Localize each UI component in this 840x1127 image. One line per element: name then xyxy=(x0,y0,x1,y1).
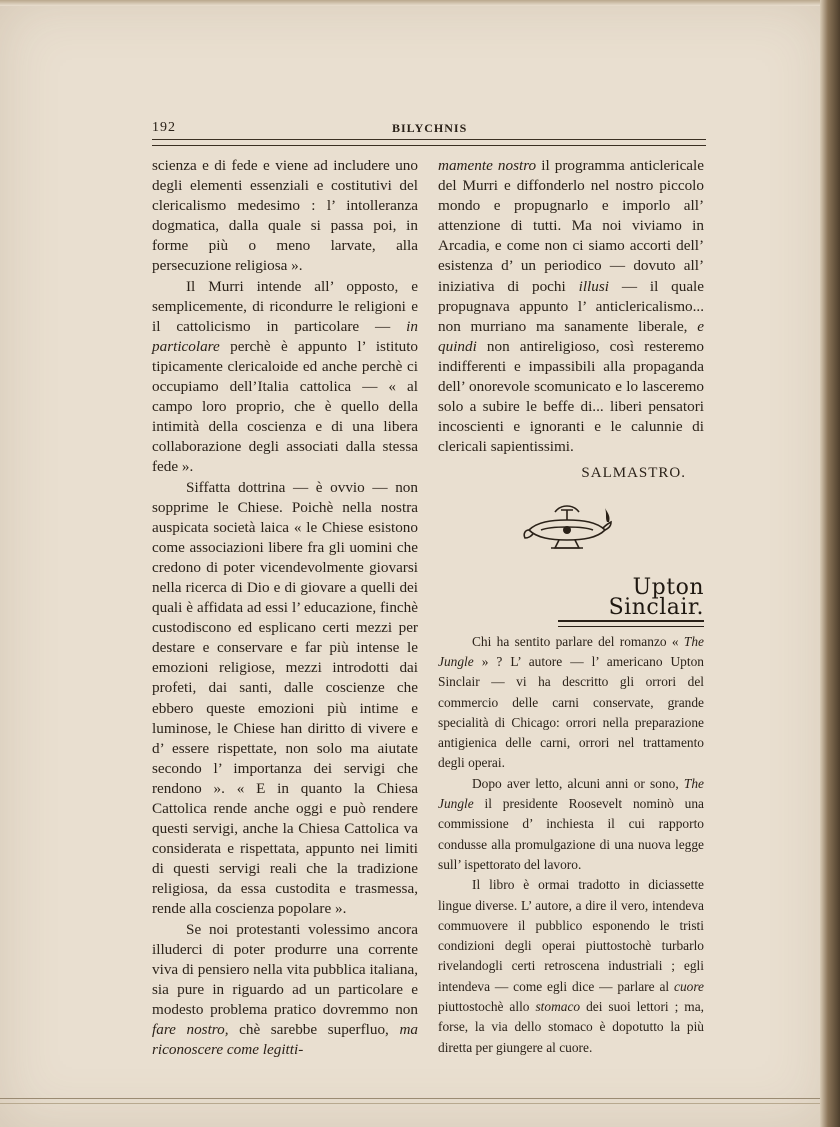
paragraph xyxy=(438,875,704,1058)
paragraph-text: il presidente Roosevelt nominò una commissione d’ inchiesta il cui rapporto condusse alla promulgazione di una nuova legge sull’ ispettorato del lavoro. xyxy=(438,796,704,872)
emphasis-text: stomaco xyxy=(535,999,581,1015)
running-title: BILYCHNIS xyxy=(392,121,468,135)
emphasis-text: mamente nostro xyxy=(438,157,537,174)
author-signature: SALMASTRO. xyxy=(581,465,686,482)
paragraph xyxy=(152,156,418,277)
paragraph xyxy=(152,277,418,478)
emphasis-text: e quindi xyxy=(438,317,704,355)
paragraph-text: Se noi protestanti volessimo ancora illuderci di poter produrre una corrente viva di pensiero nella vita pubblica italiana, sia pure in riguardo ad un particolare e modesto problema pratico dovremmo non xyxy=(152,920,418,1018)
section-heading xyxy=(558,574,704,622)
left-column xyxy=(152,156,418,1060)
page-bottom-rule xyxy=(0,1098,828,1104)
paragraph-text: — il quale propugnava appunto l’ anticlericalismo... non murriano ma sanamente liberale, xyxy=(438,277,705,335)
paragraph-text: Chi ha sentito parlare del romanzo « xyxy=(472,633,679,649)
section-title: Upton Sinclair. xyxy=(558,578,704,622)
paragraph xyxy=(152,920,418,1061)
paragraph-text: Il Murri intende all’ opposto, e semplicemente, di ricondurre le religioni e il cattolicismo in particolare — xyxy=(152,277,418,335)
emphasis-text: cuore xyxy=(674,978,704,994)
paragraph-text: » ? L’ autore — l’ americano Upton Sinclair — vi ha descritto gli orrori del commercio delle carni conservate, grande specialità di Chicago: orrori nella preparazione antigienica delle carni, orrori nel trattamento degli operai. xyxy=(438,653,704,771)
paragraph xyxy=(438,632,704,774)
paragraph xyxy=(152,478,418,920)
paragraph xyxy=(438,774,704,875)
paragraph-text: Dopo aver letto, alcuni anni or sono, xyxy=(472,775,679,791)
emphasis-text: illusi xyxy=(578,277,609,295)
emphasis-text: The Jungle xyxy=(438,633,704,669)
paragraph-text: il programma anticlericale del Murri e diffonderlo nel nostro piccolo mondo e propugnarlo e imporlo all’ attenzione di tutti. Ma noi viviamo in Arcadia, e come non ci siamo accorti dell’ esistenza d’ un periodico — dovuto all’ iniziativa di pochi xyxy=(438,157,705,295)
right-column xyxy=(438,156,704,1058)
paragraph-text: perchè è appunto l’ istituto tipicamente clericaloide ed anche perchè ci occupiamo dell’Italia cattolica — « al campo loro proprio, che è quello della intimità della coscienza e di una libera collaborazione degli associati dalla stessa fede ». xyxy=(152,337,419,476)
book-spine-edge xyxy=(820,0,840,1127)
page-header xyxy=(152,118,706,138)
paragraph-text: chè sarebbe superfluo, xyxy=(239,1021,389,1039)
oil-lamp-icon xyxy=(521,500,613,552)
paragraph-text: dei suoi lettori ; ma, forse, la via dello stomaco è dopotutto la più diretta per giungere al cuore. xyxy=(438,999,704,1055)
paragraph-text: piuttostochè allo xyxy=(438,999,530,1015)
emphasis-text: ma riconoscere come legitti- xyxy=(152,1021,418,1059)
emphasis-text: in particolare xyxy=(152,317,418,355)
emphasis-text: The Jungle xyxy=(438,775,704,812)
page-top-edge xyxy=(0,0,828,6)
header-rule xyxy=(152,139,706,146)
emphasis-text: fare nostro, xyxy=(152,1021,229,1039)
paragraph-text: Siffatta dottrina — è ovvio — non sopprime le Chiese. Poichè nella nostra auspicata società laica « le Chiese esistono come associazioni libere fra gli uomini che credono di poter vicendevolmente giovarsi nella ricerca di Dio e di giovare a quelli dei quali è affidata ad essi l’ educazione, finchè custodiscono ed esplicano certi mezzi per destare e conservare e far più intense le emozioni religiose, mezzi introdotti dai profeti, dai santi, dalle coscienze che ebbero queste emozioni più intime e luminose, le Chiese han diritto di vivere e d’ essere rispettate, non solo ma aiutate secondo l’ importanza dei servigi che rendono ». « E in quanto la Chiesa Cattolica rende anche oggi e può rendere questi servigi, anche la Chiesa Cattolica va considerata e rispettata, appunto nei limiti di questi servigi reali che la tradizione religiosa, da essa custodita e trasmessa, rende alla coscienza popolare ». xyxy=(152,478,418,918)
section-body xyxy=(438,632,704,1058)
paragraph-text: non antireligioso, così resteremo indifferenti e impassibili alla propaganda dell’ onorevole scomunicato e lo lasceremo solo a subire le beffe di... liberi pensatori incoscienti e ignoranti e le calunnie di clericali sapientissimi. xyxy=(438,337,705,456)
page-number: 192 xyxy=(152,120,176,135)
paragraph-text: scienza e di fede e viene ad includere uno degli elementi essenziali e costitutivi del clericalismo medesimo : l’ intolleranza dogmatica, dalla quale si passa poi, in forme più o meno larvate, alla persecuzione religiosa ». xyxy=(152,157,418,275)
paragraph xyxy=(438,156,704,457)
paragraph-text: Il libro è ormai tradotto in diciassette lingue diverse. L’ autore, a dire il vero, intendeva commuovere il pubblico esponendo le tristi condizioni degli operai piuttostochè turbarlo rivelandogli certi retroscena industriali ; egli intendeva — come egli dice — parlare al xyxy=(438,877,704,994)
